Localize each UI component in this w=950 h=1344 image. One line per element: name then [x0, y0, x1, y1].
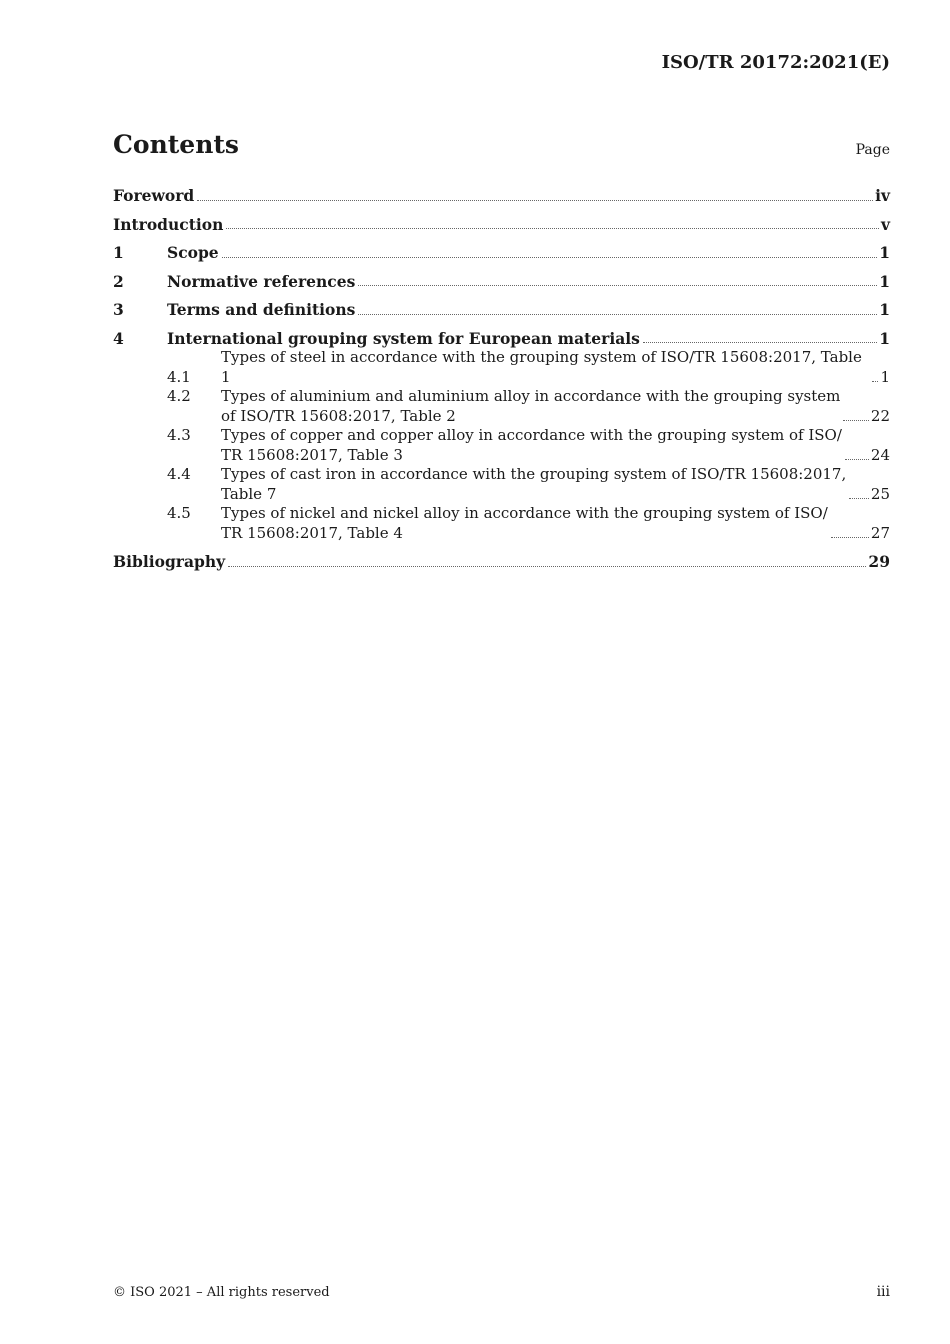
toc-page: 1	[879, 328, 890, 348]
page-column-label: Page	[855, 142, 890, 158]
dot-leader	[358, 313, 877, 315]
toc-page: 29	[868, 552, 890, 571]
table-of-contents	[113, 186, 890, 572]
toc-label: Scope	[167, 243, 219, 262]
toc-page: v	[880, 214, 890, 234]
toc-entry-bibliography[interactable]	[113, 552, 890, 572]
toc-entry-4-4[interactable]	[113, 465, 890, 504]
page-number: iii	[876, 1284, 890, 1300]
contents-title: Contents	[113, 130, 240, 159]
dot-leader	[831, 536, 869, 538]
toc-label: Types of copper and copper alloy in accordance with the grouping system of ISO/ TR 15608:2017, Table 3	[221, 426, 842, 464]
toc-entry-introduction[interactable]	[113, 215, 890, 235]
dot-leader	[226, 227, 879, 229]
toc-label: Types of cast iron in accordance with the grouping system of ISO/TR 15608:2017, Table 7	[221, 465, 847, 503]
toc-page: 1	[879, 271, 890, 291]
toc-label: Types of aluminium and aluminium alloy in accordance with the grouping system of ISO/TR 15608:2017, Table 2	[221, 387, 841, 425]
copyright-notice: © ISO 2021 – All rights reserved	[113, 1285, 330, 1300]
toc-page: 27	[870, 523, 890, 542]
toc-label: Foreword	[113, 186, 195, 205]
dot-leader	[228, 565, 866, 567]
toc-page: 24	[870, 445, 890, 464]
toc-entry-normative-references[interactable]	[113, 272, 890, 292]
toc-entry-terms-definitions[interactable]	[113, 300, 890, 320]
toc-number: 1	[113, 243, 124, 262]
toc-label: Terms and definitions	[167, 300, 356, 319]
dot-leader	[222, 256, 878, 258]
dot-leader	[843, 419, 869, 421]
toc-page: 1	[879, 243, 890, 262]
toc-number: 4.2	[167, 387, 191, 405]
toc-label: Introduction	[113, 214, 224, 234]
toc-number: 4.5	[167, 504, 191, 522]
toc-entry-4-5[interactable]	[113, 504, 890, 543]
toc-number: 4.1	[167, 367, 191, 386]
dot-leader	[643, 341, 877, 343]
toc-entry-grouping-system[interactable]	[113, 329, 890, 349]
toc-page: 1	[880, 367, 890, 386]
toc-entry-4-2[interactable]	[113, 387, 890, 426]
toc-entry-4-1[interactable]	[113, 348, 890, 387]
dot-leader	[849, 497, 869, 499]
dot-leader	[197, 199, 873, 201]
toc-number: 2	[113, 271, 124, 291]
toc-number: 4	[113, 328, 124, 348]
toc-page: 22	[870, 406, 890, 425]
toc-page: 1	[879, 300, 890, 319]
toc-label: International grouping system for European materials	[167, 328, 640, 348]
toc-page: 25	[870, 484, 890, 503]
dot-leader	[358, 284, 877, 286]
toc-entry-foreword[interactable]	[113, 186, 890, 206]
toc-page: iv	[875, 186, 890, 205]
dot-leader	[845, 458, 869, 460]
toc-entry-scope[interactable]	[113, 243, 890, 263]
dot-leader	[872, 380, 878, 382]
toc-number: 4.3	[167, 426, 191, 444]
toc-label: Types of steel in accordance with the grouping system of ISO/TR 15608:2017, Table 1	[221, 348, 862, 386]
toc-label: Bibliography	[113, 552, 226, 571]
toc-label: Normative references	[167, 271, 356, 291]
document-id: ISO/TR 20172:2021(E)	[661, 52, 890, 73]
toc-entry-4-3[interactable]	[113, 426, 890, 465]
toc-number: 3	[113, 300, 124, 319]
toc-number: 4.4	[167, 465, 191, 483]
toc-label: Types of nickel and nickel alloy in accordance with the grouping system of ISO/ TR 15608:2017, Table 4	[221, 504, 828, 542]
